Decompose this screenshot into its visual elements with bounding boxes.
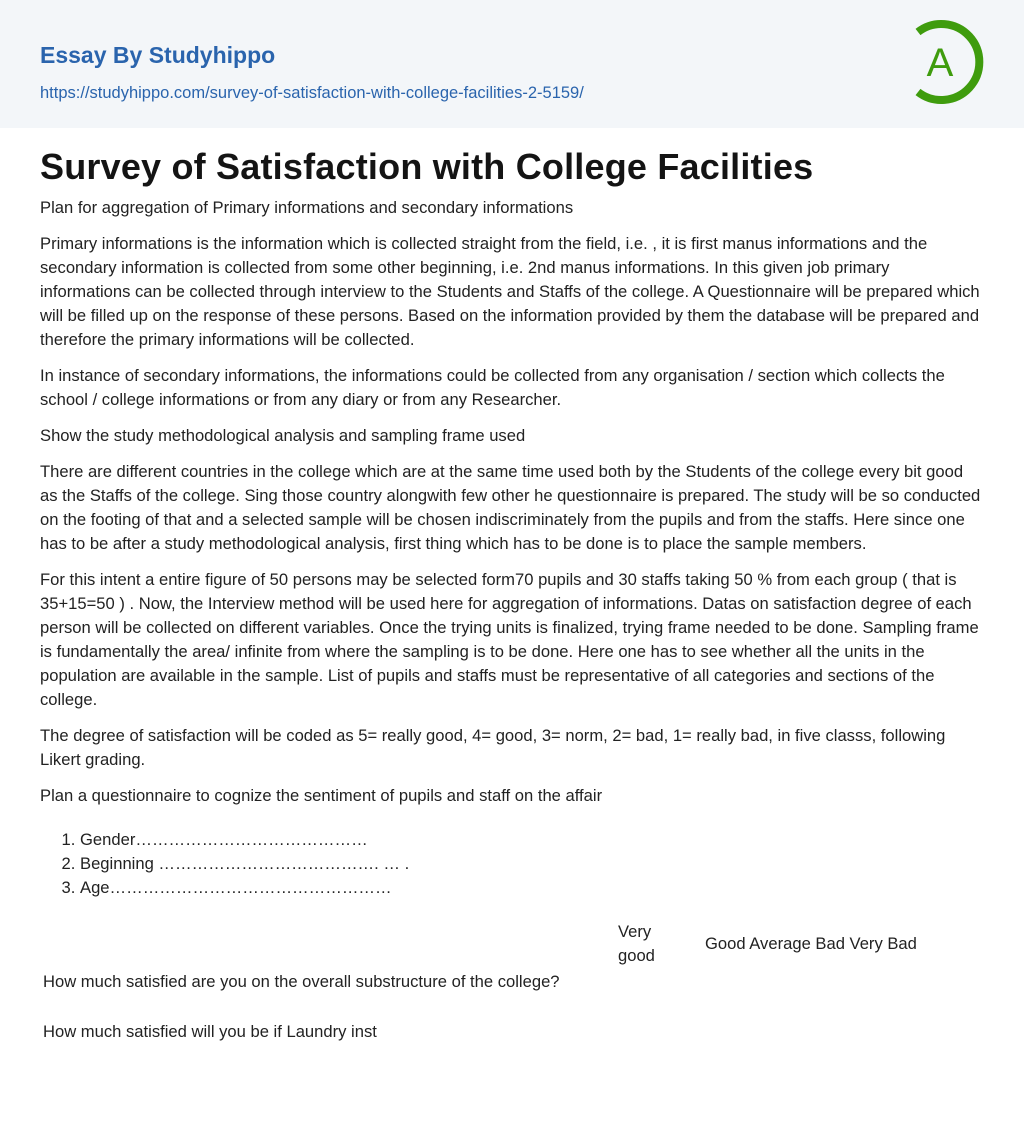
source-url-link[interactable]: https://studyhippo.com/survey-of-satisfaction-with-college-facilities-2-5159/ [40, 84, 584, 102]
satisfaction-table [40, 914, 984, 1054]
paragraph: Show the study methodological analysis and sampling frame used [40, 426, 526, 445]
question-row: How much satisfied will you be if Laundry inst [43, 1022, 377, 1041]
column-headers: Good Average Bad Very Bad [705, 934, 917, 953]
paragraph: Plan a questionnaire to cognize the sentiment of pupils and staff on the affair [40, 786, 603, 805]
paragraph: For this intent a entire figure of 50 persons may be selected form70 pupils and 30 staffs taking 50 % from each group ( that is 35+15=50 ) . Now, the Interview method will be used here for aggregation of informations. Datas on satisfaction degree of each person will be collected on different variables. Once the trying units is finalized, trying frame needed to be done. Sampling frame is fundamentally the area/ infinite from where the sampling is to be done. Here one has to see whether all the units in the population are available in the sample. List of pupils and staffs must be representative of all categories and sections of the college. [40, 570, 979, 709]
essay-content [0, 146, 1024, 1054]
site-header [0, 0, 1024, 128]
paragraph: Plan for aggregation of Primary informations and secondary informations [40, 198, 574, 217]
studyhippo-logo-icon[interactable] [908, 18, 988, 106]
list-item: 2. Beginning …………………………………. … . [80, 852, 984, 876]
paragraph: There are different countries in the college which are at the same time used both by the Students of the college every bit good as the Staffs of the college. Sing those country alongwith few other he questionnaire is prepared. The study will be so conducted on the footing of that and a selected sample will be chosen indiscriminately from the pupils and from the staffs. Here since one has to be after a study methodological analysis, first thing which has to be done is to place the sample members. [40, 462, 981, 553]
column-header-very-good: Very good [618, 922, 655, 965]
paragraph: In instance of secondary informations, the informations could be collected from any organisation / section which collects the school / college informations or from any diary or from any Researcher. [40, 366, 945, 409]
paragraph: The degree of satisfaction will be coded as 5= really good, 4= good, 3= norm, 2= bad, 1= really bad, in five classs, following Likert grading. [40, 726, 946, 769]
page-title: Survey of Satisfaction with College Facilities [40, 146, 814, 187]
list-item: 1. Gender…………………………………… [80, 828, 984, 852]
brand-title[interactable]: Essay By Studyhippo [40, 42, 276, 68]
question-row: How much satisfied are you on the overall substructure of the college? [43, 972, 560, 991]
paragraph: Primary informations is the information which is collected straight from the field, i.e. , it is first manus informations and the secondary information is collected from some other beginning, i.e. 2nd manus informations. In this given job primary informations can be collected through interview to the Students and Staffs of the college. A Questionnaire will be prepared which will be filled up on the response of these persons. Based on the information provided by them the database will be prepared and therefore the primary informations will be collected. [40, 234, 980, 349]
questionnaire-list [40, 828, 984, 900]
svg-text:A: A [926, 41, 954, 85]
list-item: 3. Age…………………………………………… [80, 876, 984, 900]
